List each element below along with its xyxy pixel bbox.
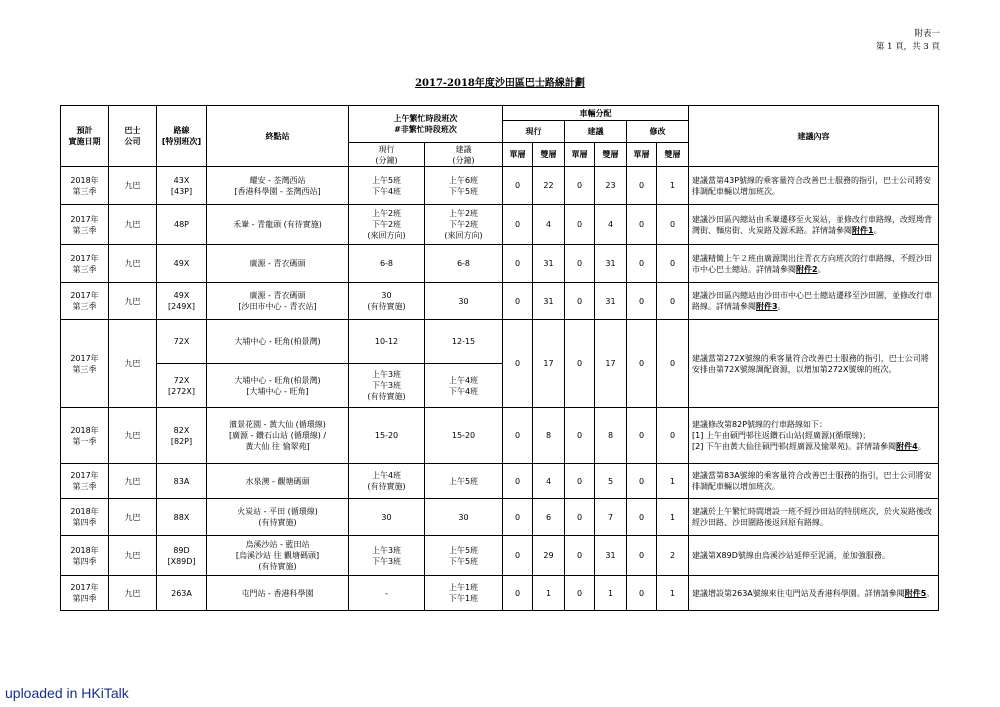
header-single-deck: 單層 xyxy=(565,143,595,167)
company-cell: 九巴 xyxy=(109,576,157,611)
alloc-cell: 0 xyxy=(627,536,657,576)
current-freq-cell: 6-8 xyxy=(349,245,425,283)
terminus-cell: 屯門站 - 香港科學園 xyxy=(207,576,349,611)
alloc-cell: 0 xyxy=(627,245,657,283)
suggestion-text-end: 。 xyxy=(926,588,935,598)
alloc-cell: 17 xyxy=(595,320,627,408)
suggestion-cell xyxy=(689,167,939,205)
suggestion-text-end: 。 xyxy=(873,225,882,235)
alloc-cell: 17 xyxy=(533,320,565,408)
alloc-cell: 0 xyxy=(503,576,533,611)
alloc-cell: 0 xyxy=(565,576,595,611)
current-freq-cell: 30 (有待實施) xyxy=(349,283,425,320)
header-double-deck: 雙層 xyxy=(595,143,627,167)
alloc-cell: 0 xyxy=(503,283,533,320)
impl-date-cell: 2017年 第三季 xyxy=(61,245,109,283)
current-freq-cell: 上午4班 (有待實施) xyxy=(349,464,425,499)
proposed-freq-cell: 6-8 xyxy=(425,245,503,283)
alloc-cell: 0 xyxy=(627,167,657,205)
annex-link[interactable]: 附件1 xyxy=(852,225,874,235)
impl-date-cell: 2017年 第三季 xyxy=(61,320,109,408)
alloc-cell: 0 xyxy=(503,499,533,536)
alloc-cell: 29 xyxy=(533,536,565,576)
alloc-cell: 1 xyxy=(595,576,627,611)
alloc-cell: 0 xyxy=(503,536,533,576)
alloc-cell: 0 xyxy=(627,205,657,245)
alloc-cell: 0 xyxy=(503,408,533,464)
route-cell: 49X xyxy=(157,245,207,283)
alloc-cell: 0 xyxy=(565,536,595,576)
table-row xyxy=(61,576,939,611)
alloc-cell: 0 xyxy=(657,408,689,464)
proposed-freq-cell: 上午5班 下午5班 xyxy=(425,536,503,576)
route-cell: 82X [82P] xyxy=(157,408,207,464)
suggestion-cell xyxy=(689,499,939,536)
suggestion-text-end: 。 xyxy=(917,442,926,451)
alloc-cell: 0 xyxy=(565,408,595,464)
proposed-freq-cell: 上午4班 下午4班 xyxy=(425,364,503,408)
alloc-cell: 0 xyxy=(503,320,533,408)
alloc-cell: 31 xyxy=(595,245,627,283)
company-cell: 九巴 xyxy=(109,245,157,283)
alloc-cell: 0 xyxy=(565,464,595,499)
alloc-cell: 0 xyxy=(565,499,595,536)
page-header xyxy=(876,28,940,54)
alloc-cell: 0 xyxy=(503,464,533,499)
page-info: 第 1 頁，共 3 頁 xyxy=(875,42,940,52)
alloc-cell: 0 xyxy=(627,283,657,320)
suggestion-cell xyxy=(689,536,939,576)
current-freq-cell: 10-12 xyxy=(349,320,425,364)
terminus-cell: 大埔中心 - 旺角(柏景灣) [大埔中心 - 旺角] xyxy=(207,364,349,408)
table-row xyxy=(61,536,939,576)
company-cell: 九巴 xyxy=(109,536,157,576)
header-route: 路線 [特別班次] xyxy=(157,106,207,167)
annex-link[interactable]: 附件3 xyxy=(756,302,778,311)
table-row xyxy=(61,464,939,499)
alloc-cell: 0 xyxy=(657,205,689,245)
suggestion-text: 建議當第43P號線的乘客量符合改善巴士服務的指引，巴士公司將安排調配車輛以增加班次。 xyxy=(692,175,932,196)
route-cell: 72X [272X] xyxy=(157,364,207,408)
header-current-freq: 現行 (分鐘) xyxy=(349,143,425,167)
alloc-cell: 8 xyxy=(595,408,627,464)
terminus-cell: 大埔中心 - 旺角(柏景灣) xyxy=(207,320,349,364)
impl-date-cell: 2018年 第一季 xyxy=(61,408,109,464)
annex-link[interactable]: 附件2 xyxy=(796,264,818,274)
company-cell: 九巴 xyxy=(109,283,157,320)
suggestion-text: 建議當第83A號線的乘客量符合改善巴士服務的指引，巴士公司將安排調配車輛以增加班次。 xyxy=(692,471,932,491)
proposed-freq-cell: 上午6班 下午5班 xyxy=(425,167,503,205)
header-single-deck: 單層 xyxy=(627,143,657,167)
route-cell: 72X xyxy=(157,320,207,364)
suggestion-text: 建議於上午繁忙時間增設一班不經沙田站的特別班次，於火炭路後改經沙田路、沙田圍路後返回原有路線。 xyxy=(692,507,933,527)
terminus-cell: 水泉澳 - 觀塘碼頭 xyxy=(207,464,349,499)
alloc-cell: 22 xyxy=(533,167,565,205)
header-alloc-current: 現行 xyxy=(503,121,565,143)
company-cell: 九巴 xyxy=(109,205,157,245)
alloc-cell: 0 xyxy=(627,576,657,611)
current-freq-cell: 上午2班 下午2班 (來回方向) xyxy=(349,205,425,245)
impl-date-cell: 2018年 第四季 xyxy=(61,536,109,576)
document-title: 2017-2018年度沙田區巴士路線計劃 xyxy=(415,78,585,89)
alloc-cell: 0 xyxy=(627,499,657,536)
company-cell: 九巴 xyxy=(109,320,157,408)
current-freq-cell: 上午3班 下午3班 xyxy=(349,536,425,576)
proposed-freq-cell: 上午2班 下午2班 (來回方向) xyxy=(425,205,503,245)
terminus-cell: 廣源 - 青衣碼頭 [沙田市中心 - 青衣站] xyxy=(207,283,349,320)
alloc-cell: 6 xyxy=(533,499,565,536)
annex-link[interactable]: 附件4 xyxy=(896,442,918,451)
header-double-deck: 雙層 xyxy=(657,143,689,167)
alloc-cell: 0 xyxy=(657,245,689,283)
table-row xyxy=(61,205,939,245)
suggestion-text-end: 。 xyxy=(777,302,786,311)
header-proposed-freq: 建議 (分鐘) xyxy=(425,143,503,167)
alloc-cell: 2 xyxy=(657,536,689,576)
suggestion-text: 建議沙田區內總站由沙田市中心巴士總站遷移至沙田圍，並修改行車路線。詳情請參閱 xyxy=(692,291,933,311)
alloc-cell: 1 xyxy=(657,464,689,499)
table-row xyxy=(61,245,939,283)
table-row xyxy=(61,167,939,205)
company-cell: 九巴 xyxy=(109,464,157,499)
alloc-cell: 7 xyxy=(595,499,627,536)
header-alloc-change: 修改 xyxy=(627,121,689,143)
alloc-cell: 0 xyxy=(657,283,689,320)
alloc-cell: 1 xyxy=(657,499,689,536)
alloc-cell: 0 xyxy=(627,320,657,408)
header-single-deck: 單層 xyxy=(503,143,533,167)
annex-label: 附表一 xyxy=(914,29,940,39)
header-alloc-proposed: 建議 xyxy=(565,121,627,143)
alloc-cell: 31 xyxy=(595,283,627,320)
table-row xyxy=(61,408,939,464)
suggestion-text: 建議第X89D號線由烏溪沙站延伸至泥涌，並加強服務。 xyxy=(692,551,890,560)
impl-date-cell: 2017年 第四季 xyxy=(61,576,109,611)
impl-date-cell: 2017年 第三季 xyxy=(61,283,109,320)
current-freq-cell: 15-20 xyxy=(349,408,425,464)
watermark-text: uploaded in HKiTalk xyxy=(5,685,129,701)
proposed-freq-cell: 上午5班 xyxy=(425,464,503,499)
proposed-freq-cell: 30 xyxy=(425,283,503,320)
route-cell: 89D [X89D] xyxy=(157,536,207,576)
route-cell: 83A xyxy=(157,464,207,499)
header-company: 巴士 公司 xyxy=(109,106,157,167)
alloc-cell: 1 xyxy=(533,576,565,611)
alloc-cell: 4 xyxy=(533,464,565,499)
header-allocation: 車輛分配 xyxy=(503,106,689,121)
route-plan-table xyxy=(60,105,939,611)
alloc-cell: 5 xyxy=(595,464,627,499)
suggestion-text: 建議沙田區內總站由禾輋遷移至火炭站，並修改行車路線，改經坳背灣街、麵房街、火炭路及源禾路。詳情請參閱 xyxy=(692,214,933,235)
company-cell: 九巴 xyxy=(109,499,157,536)
alloc-cell: 4 xyxy=(595,205,627,245)
impl-date-cell: 2017年 第三季 xyxy=(61,464,109,499)
alloc-cell: 0 xyxy=(627,464,657,499)
proposed-freq-cell: 15-20 xyxy=(425,408,503,464)
alloc-cell: 0 xyxy=(565,205,595,245)
alloc-cell: 1 xyxy=(657,167,689,205)
current-freq-cell: 上午5班 下午4班 xyxy=(349,167,425,205)
alloc-cell: 31 xyxy=(595,536,627,576)
route-cell: 43X [43P] xyxy=(157,167,207,205)
alloc-cell: 0 xyxy=(657,320,689,408)
alloc-cell: 0 xyxy=(565,320,595,408)
alloc-cell: 31 xyxy=(533,283,565,320)
terminus-cell: 禾輋 - 青龍頭 (有待實施) xyxy=(207,205,349,245)
alloc-cell: 0 xyxy=(627,408,657,464)
alloc-cell: 4 xyxy=(533,205,565,245)
company-cell: 九巴 xyxy=(109,167,157,205)
proposed-freq-cell: 12-15 xyxy=(425,320,503,364)
proposed-freq-cell: 上午1班 下午1班 xyxy=(425,576,503,611)
header-double-deck: 雙層 xyxy=(533,143,565,167)
header-suggestion: 建議內容 xyxy=(689,106,939,167)
current-freq-cell: 30 xyxy=(349,499,425,536)
suggestion-cell xyxy=(689,283,939,320)
route-cell: 88X xyxy=(157,499,207,536)
impl-date-cell: 2018年 第三季 xyxy=(61,167,109,205)
suggestion-cell xyxy=(689,408,939,464)
alloc-cell: 0 xyxy=(565,283,595,320)
suggestion-text: 建議修改第82P號線的行車路線如下： [1] 上午由碩門邨往返鑽石山站(經廣源)(循環線)； [2] 下午由黃大仙往碩門邨(經廣源及愉翠苑)。詳情請參閱 xyxy=(692,420,897,451)
annex-link[interactable]: 附件5 xyxy=(904,588,927,598)
alloc-cell: 0 xyxy=(503,167,533,205)
terminus-cell: 火炭站 - 平田 (循環線) (有待實施) xyxy=(207,499,349,536)
table-row xyxy=(61,283,939,320)
company-cell: 九巴 xyxy=(109,408,157,464)
alloc-cell: 8 xyxy=(533,408,565,464)
current-freq-cell: - xyxy=(349,576,425,611)
alloc-cell: 0 xyxy=(503,205,533,245)
route-cell: 49X [249X] xyxy=(157,283,207,320)
alloc-cell: 0 xyxy=(503,245,533,283)
suggestion-cell xyxy=(689,205,939,245)
terminus-cell: 耀安 - 荃灣西站 [香港科學園 - 荃灣西站] xyxy=(207,167,349,205)
route-cell: 48P xyxy=(157,205,207,245)
terminus-cell: 烏溪沙站 - 藍田站 [烏溪沙站 往 觀塘碼頭] (有待實施) xyxy=(207,536,349,576)
proposed-freq-cell: 30 xyxy=(425,499,503,536)
suggestion-text: 建議精簡上午２班由廣源開出往青衣方向班次的行車路線，不經沙田市中心巴士總站。詳情請參閱 xyxy=(692,253,933,274)
suggestion-cell xyxy=(689,464,939,499)
suggestion-text-end: 。 xyxy=(817,264,826,274)
alloc-cell: 0 xyxy=(565,167,595,205)
alloc-cell: 23 xyxy=(595,167,627,205)
header-terminus: 終點站 xyxy=(207,106,349,167)
suggestion-cell xyxy=(689,245,939,283)
table-row xyxy=(61,499,939,536)
terminus-cell: 濱景花園 - 黃大仙 (循環線) [廣源 - 鑽石山站 (循環線) / 黃大仙 往 愉翠苑] xyxy=(207,408,349,464)
header-peak-frequency: 上午繁忙時段班次 #非繁忙時段班次 xyxy=(349,106,503,143)
header-impl-date: 預計 實施日期 xyxy=(61,106,109,167)
impl-date-cell: 2017年 第三季 xyxy=(61,205,109,245)
route-cell: 263A xyxy=(157,576,207,611)
alloc-cell: 0 xyxy=(565,245,595,283)
alloc-cell: 31 xyxy=(533,245,565,283)
suggestion-text: 建議增設第263A號線來往屯門站及香港科學園。詳情請參閱 xyxy=(692,588,905,598)
suggestion-cell: 建議當第272X號線的乘客量符合改善巴士服務的指引，巴士公司將安排由第72X號線調配資源，以增加第272X號線的班次。 xyxy=(689,320,939,408)
impl-date-cell: 2018年 第四季 xyxy=(61,499,109,536)
terminus-cell: 廣源 - 青衣碼頭 xyxy=(207,245,349,283)
alloc-cell: 1 xyxy=(657,576,689,611)
current-freq-cell: 上午3班 下午3班 (有待實施) xyxy=(349,364,425,408)
suggestion-cell xyxy=(689,576,939,611)
